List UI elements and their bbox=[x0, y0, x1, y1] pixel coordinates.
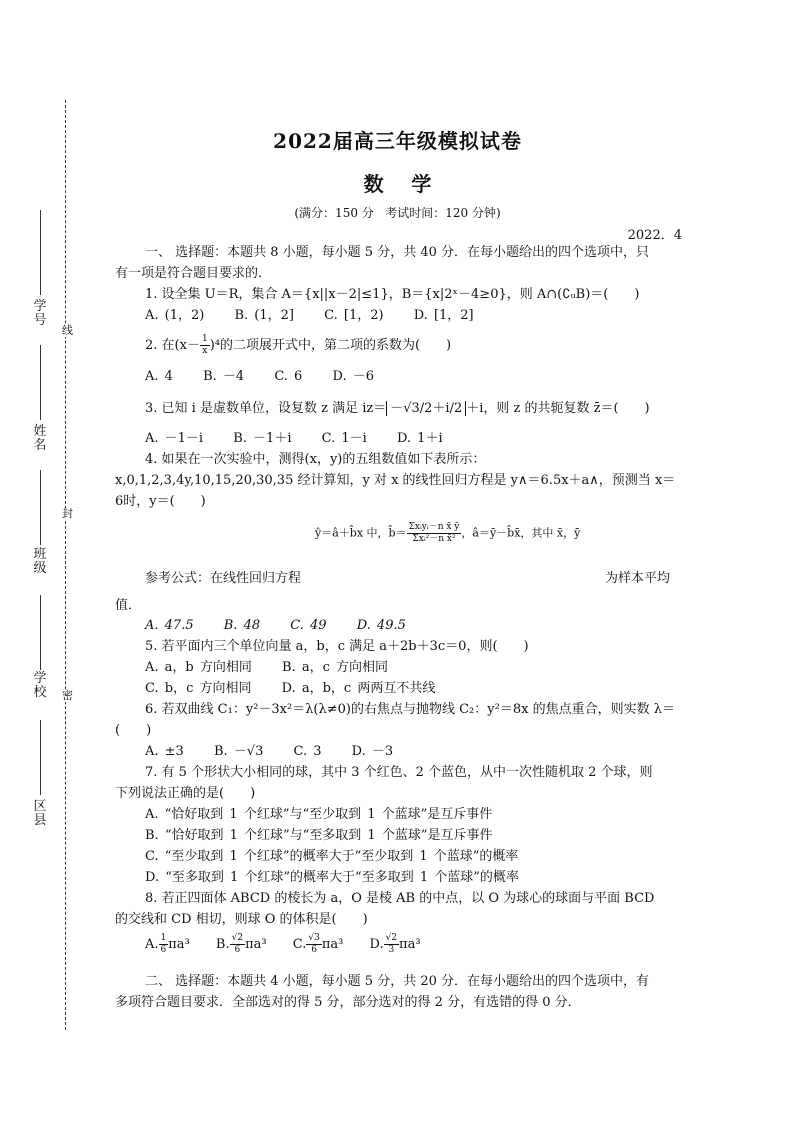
q7-stem2: 下列说法正确的是( ) bbox=[115, 786, 256, 801]
q8-options bbox=[115, 932, 680, 958]
q4-option-c[interactable]: C. 49 bbox=[290, 618, 327, 633]
q4-option-b[interactable]: B. 48 bbox=[223, 618, 261, 633]
district-blank[interactable] bbox=[40, 720, 41, 795]
section2-intro-line1: 二、 选择题：本题共 4 小题，每小题 5 分，共 20 分．在每小题给出的四个选项中，有 bbox=[145, 974, 650, 989]
q4-formula-fraction: $\frac{\text{Σxᵢyᵢ－n x̄ ȳ}}{\text{Σxᵢ²－n x̄²}}$ bbox=[408, 522, 460, 544]
q1-option-b[interactable]: B. (1，2] bbox=[234, 308, 294, 323]
exam-title: 2022届高三年级模拟试卷 bbox=[273, 129, 522, 153]
q4-option-d[interactable]: D. 49.5 bbox=[356, 618, 406, 633]
q5-option-c[interactable]: C. b，c 方向相同 bbox=[145, 681, 252, 696]
q7-option-c[interactable]: C. “至少取到 1 个红球”的概率大于“至少取到 1 个蓝球”的概率 bbox=[145, 849, 519, 864]
q1-options bbox=[115, 307, 680, 325]
q5-options-row2 bbox=[115, 680, 680, 698]
school-label: 学校 bbox=[33, 671, 47, 700]
q6-options bbox=[115, 743, 680, 761]
q6-option-c[interactable]: C. 3 bbox=[293, 744, 322, 759]
q8-stem: 8. 若正四面体 ABCD 的棱长为 a，O 是棱 AB 的中点，以 O 为球心的球面与平面 BCD bbox=[145, 891, 655, 906]
q4-line2: x,0,1,2,3,4y,10,15,20,30,35 经计算知，y 对 x 的线性回归方程是 y∧＝6.5x＋a∧，预测当 x＝ bbox=[115, 473, 676, 488]
name-label: 姓名 bbox=[33, 424, 47, 453]
section2-intro-line2: 多项符合题目要求．全部选对的得 5 分，部分选对的得 2 分，有选错的得 0 分． bbox=[115, 995, 581, 1010]
q6-option-d[interactable]: D. －3 bbox=[351, 744, 394, 759]
q7-option-a[interactable]: A. “恰好取到 1 个红球”与“至少取到 1 个蓝球”是互斥事件 bbox=[145, 807, 493, 822]
q3-option-a[interactable]: A. －1－i bbox=[145, 431, 204, 446]
q5-option-b[interactable]: B. a，c 方向相同 bbox=[282, 660, 388, 675]
q8-option-a[interactable]: A. $\frac{1}{6}$ πa³ bbox=[145, 933, 190, 955]
q7-stem: 7. 有 5 个形状大小相同的球，其中 3 个红色、2 个蓝色，从中一次性随机取 2 个球，则 bbox=[145, 765, 653, 780]
exam-subject: 数 学 bbox=[363, 172, 432, 196]
q5-option-d[interactable]: D. a，b，c 两两互不共线 bbox=[281, 681, 436, 696]
district-label: 区县 bbox=[33, 799, 47, 828]
q8-option-d[interactable]: D. $\frac{√2}{3}$ πa³ bbox=[369, 933, 421, 955]
q2-options bbox=[115, 368, 680, 386]
q4-reference-right: 为样本平均 bbox=[605, 571, 671, 586]
q3-stem: 3. 已知 i 是虚数单位，设复数 z 满足 iz＝ －√3/2＋i/2 ＋i，则 z 的共轭复数 z̄＝( ) bbox=[145, 401, 650, 416]
q3-option-b[interactable]: B. －1＋i bbox=[233, 431, 292, 446]
binding-dashed-line bbox=[65, 100, 66, 1030]
section1-intro-line1: 一、 选择题：本题共 8 小题，每小题 5 分，共 40 分．在每小题给出的四个选项中，只 bbox=[145, 245, 650, 260]
q2-option-a[interactable]: A. 4 bbox=[145, 369, 173, 384]
q7-option-d[interactable]: D. “至多取到 1 个红球”的概率大于“至多取到 1 个蓝球”的概率 bbox=[145, 870, 519, 885]
q6-stem2: ( ) bbox=[115, 723, 152, 738]
q4-options bbox=[115, 617, 680, 635]
q3-option-c[interactable]: C. 1－i bbox=[321, 431, 367, 446]
binding-mark-seal: 封 bbox=[62, 507, 73, 520]
q6-option-b[interactable]: B. －√3 bbox=[213, 744, 264, 759]
q4-reference-left: 参考公式：在线性回归方程 bbox=[145, 571, 302, 586]
q3-options bbox=[115, 430, 680, 448]
q2-fraction: $\frac{1}{x}$ bbox=[201, 334, 208, 356]
q4-line1: 4. 如果在一次实验中，测得(x，y)的五组数值如下表所示： bbox=[145, 452, 486, 467]
q2-option-d[interactable]: D. －6 bbox=[332, 369, 374, 384]
q4-option-a[interactable]: A. 47.5 bbox=[145, 618, 194, 633]
q8-option-b[interactable]: B. $\frac{√2}{6}$ πa³ bbox=[215, 933, 267, 955]
q6-stem: 6. 若双曲线 C₁：y²－3x²＝λ(λ≠0)的右焦点与抛物线 C₂：y²＝8x 的焦点重合，则实数 λ＝ bbox=[145, 702, 675, 717]
q8-option-c[interactable]: C. $\frac{√3}{6}$ πa³ bbox=[292, 933, 344, 955]
q3-abs-value: －√3/2＋i/2 bbox=[386, 401, 466, 416]
q2-option-c[interactable]: C. 6 bbox=[274, 369, 303, 384]
q2-stem: 2. 在(x－ $\frac{1}{x}$ )⁴的二项展开式中，第二项的系数为( ) bbox=[145, 334, 452, 356]
exam-date: 2022．4 bbox=[627, 228, 682, 243]
q5-stem: 5. 若平面内三个单位向量 a，b，c 满足 a＋2b＋3c＝0，则( ) bbox=[145, 639, 529, 654]
q1-option-c[interactable]: C. [1，2) bbox=[324, 308, 384, 323]
q1-option-d[interactable]: D. [1，2] bbox=[413, 308, 474, 323]
q1-stem: 1. 设全集 U＝R，集合 A＝{x||x－2|≤1}，B＝{x|2ˣ－4≥0}，则 A∩(∁ᵤB)＝( ) bbox=[145, 287, 640, 302]
exam-meta: (满分：150 分 考试时间：120 分钟) bbox=[294, 206, 501, 220]
q6-option-a[interactable]: A. ±3 bbox=[145, 744, 184, 759]
q4-reference-end: 值． bbox=[115, 598, 142, 613]
q4-reference-formula: ŷ＝â＋b̂x 中，b̂＝ $\frac{\text{Σxᵢyᵢ－n x̄ ȳ}}{\text{Σxᵢ²－n x̄²}}$ ，â＝ȳ－b̂x̄，其中 x̄，ȳ bbox=[315, 522, 581, 544]
student-id-blank[interactable] bbox=[40, 210, 41, 295]
q1-option-a[interactable]: A. (1，2) bbox=[145, 308, 205, 323]
q8-stem2: 的交线和 CD 相切，则球 O 的体积是( ) bbox=[115, 912, 368, 927]
name-blank[interactable] bbox=[40, 345, 41, 420]
student-id-label: 学号 bbox=[33, 299, 47, 328]
section1-intro-line2: 有一项是符合题目要求的． bbox=[115, 266, 272, 281]
q2-option-b[interactable]: B. －4 bbox=[203, 369, 245, 384]
q5-options-row1 bbox=[115, 659, 680, 677]
binding-mark-line: 线 bbox=[62, 324, 73, 337]
school-blank[interactable] bbox=[40, 595, 41, 670]
binding-mark-secret: 密 bbox=[62, 689, 73, 702]
q5-option-a[interactable]: A. a，b 方向相同 bbox=[145, 660, 252, 675]
class-blank[interactable] bbox=[40, 470, 41, 545]
q4-line3: 6时，y＝( ) bbox=[115, 494, 206, 509]
q3-option-d[interactable]: D. 1＋i bbox=[396, 431, 443, 446]
q7-option-b[interactable]: B. “恰好取到 1 个红球”与“至多取到 1 个蓝球”是互斥事件 bbox=[145, 828, 493, 843]
class-label: 班级 bbox=[33, 547, 47, 576]
